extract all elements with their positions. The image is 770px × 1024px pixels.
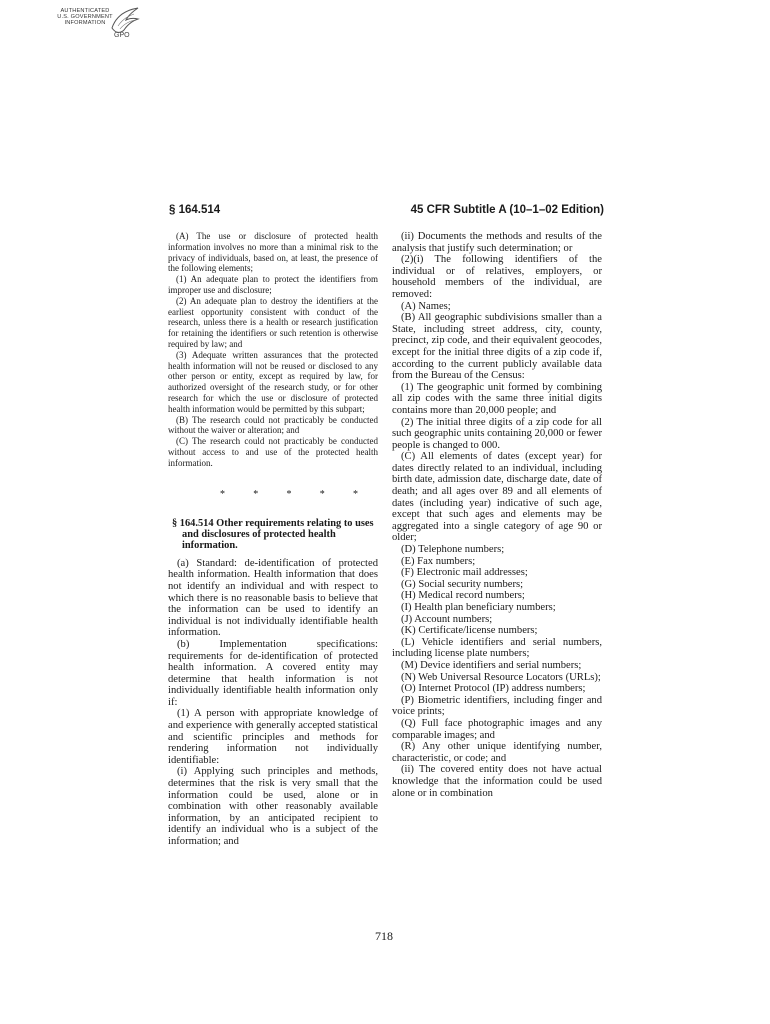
star: * <box>286 488 292 500</box>
section-heading: § 164.514 Other requirements relating to uses and disclosures of protected health information. <box>172 517 374 552</box>
paragraph: (R) Any other unique identifying number, characteristic, or code; and <box>392 741 602 764</box>
paragraph: (P) Biometric identifiers, including finger and voice prints; <box>392 694 602 718</box>
paragraph: (H) Medical record numbers; <box>401 590 525 602</box>
star: * <box>253 488 259 500</box>
paragraph: (2)(i) The following identifiers of the individual or of relatives, employers, or household members of the individual, are removed: <box>392 254 602 300</box>
left-small-text <box>168 231 378 469</box>
paragraph: (C) The research could not practicably be conducted without access to and use of the protected health information. <box>168 436 378 468</box>
paragraph: (3) Adequate written assurances that the protected health information will not be reused or disclosed to any other person or entity, except as required by law, for authorized oversight of the research study, or for other research for which the use or disclosure of protected health information would be permitted by this subpart; <box>168 349 378 414</box>
paragraph: (1) A person with appropriate knowledge of and experience with generally accepted statistical and scientific principles and methods for rendering information not individually identifiable: <box>168 708 378 766</box>
paragraph: (B) All geographic subdivisions smaller than a State, including street address, city, county, precinct, zip code, and their equivalent geocodes, except for the initial three digits of a zip code if, according to the current publicly available data from the Bureau of the Census: <box>392 312 602 382</box>
seal-text <box>56 8 114 27</box>
seal-line-2: U.S. GOVERNMENT <box>57 14 113 21</box>
paragraph: (i) Applying such principles and methods, determines that the risk is very small that the information could be used, alone or in combination with other reasonably available information, by an anticipated recipient to identify an individual who is a subject of the information; and <box>168 766 378 847</box>
paragraph: (B) The research could not practicably be conducted without the waiver or alteration; and <box>168 414 378 436</box>
right-column <box>392 231 602 799</box>
running-header-title: 45 CFR Subtitle A (10–1–02 Edition) <box>410 204 604 216</box>
paragraph: (J) Account numbers; <box>401 613 493 625</box>
paragraph: (C) All elements of dates (except year) for dates directly related to an individual, including birth date, admission date, discharge date, date of death; and all ages over 89 and all elements of dates (including year) indicative of such age, except that such ages and elements may be aggregated into a single category of age 90 or older; <box>392 451 602 544</box>
page-number: 718 <box>375 929 393 943</box>
paragraph: (G) Social security numbers; <box>401 578 524 590</box>
paragraph: (L) Vehicle identifiers and serial numbers, including license plate numbers; <box>392 636 602 660</box>
paragraph: (2) An adequate plan to destroy the identifiers at the earliest opportunity consistent with conduct of the research, unless there is a health or research justification for retaining the identifiers or such retention is otherwise required by law; and <box>168 295 378 349</box>
paragraph: (I) Health plan beneficiary numbers; <box>401 602 556 613</box>
paragraph: (A) The use or disclosure of protected health information involves no more than a minimal risk to the privacy of individuals, based on, at least, the presence of the following elements; <box>168 231 378 274</box>
paragraph: (ii) Documents the methods and results of the analysis that justify such determination; or <box>392 231 602 254</box>
section-break-stars <box>168 489 378 500</box>
paragraph: (1) The geographic unit formed by combining all zip codes with the same three initial digits contains more than 20,000 people; and <box>392 381 602 416</box>
paragraph: (E) Fax numbers; <box>401 555 476 567</box>
paragraph: (ii) The covered entity does not have actual knowledge that the information could be used alone or in combination <box>392 764 602 799</box>
paragraph: (M) Device identifiers and serial numbers; <box>401 659 582 671</box>
paragraph: (b) Implementation specifications: requirements for de-identification of protected health information. A covered entity may determine that health information is not individually identifiable health information only if: <box>168 638 378 708</box>
running-header-section: § 164.514 <box>169 204 221 216</box>
paragraph: (1) An adequate plan to protect the identifiers from improper use and disclosure; <box>168 274 378 295</box>
paragraph: (Q) Full face photographic images and any comparable images; and <box>392 717 602 741</box>
paragraph: (N) Web Universal Resource Locators (URLs); <box>401 671 601 683</box>
paragraph: (D) Telephone numbers; <box>401 544 505 556</box>
paragraph: (O) Internet Protocol (IP) address numbers; <box>401 683 586 695</box>
star: * <box>220 488 225 500</box>
paragraph: (2) The initial three digits of a zip code for all such geographic units containing 20,000 or fewer people is changed to 000. <box>392 416 602 451</box>
paragraph: (K) Certificate/license numbers; <box>401 625 538 637</box>
paragraph: (F) Electronic mail addresses; <box>401 567 528 579</box>
star: * <box>353 488 358 500</box>
star: * <box>319 488 325 500</box>
paragraph: (a) Standard: de-identification of protected health information. Health information that does not identify an individual and with respect to which there is no reasonable basis to believe that the information can be used to identify an individual is not individually identifiable health information. <box>168 557 378 639</box>
gpo-authentication-seal <box>56 6 142 42</box>
seal-line-3: INFORMATION <box>64 20 106 27</box>
left-column <box>168 231 378 848</box>
seal-line-1: AUTHENTICATED <box>60 8 110 14</box>
left-body-text <box>168 558 378 848</box>
paragraph: (A) Names; <box>401 300 451 312</box>
seal-gpo: GPO <box>114 32 130 39</box>
